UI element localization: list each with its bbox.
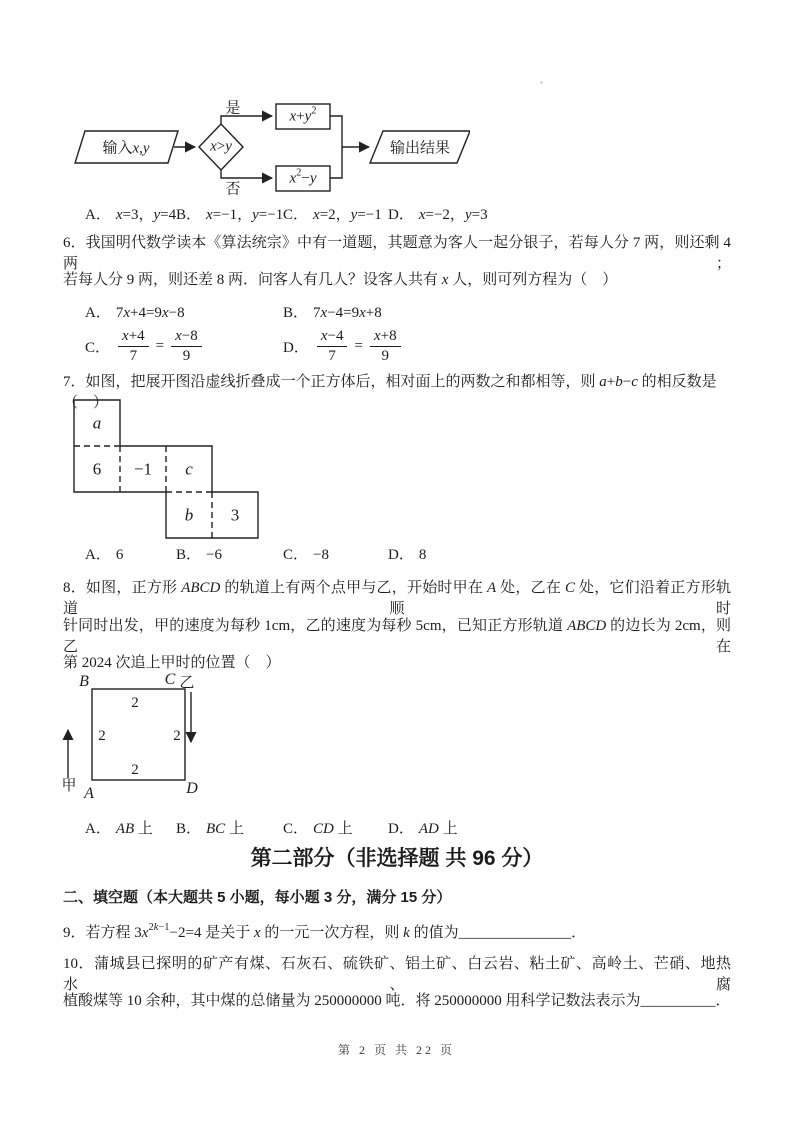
q6-option-c: C． $\frac{x+4}{7}$ = $\frac{x-8}{9}$ [85, 324, 202, 368]
cube-net-figure [72, 397, 262, 540]
flowchart-yes-label: 是 [225, 100, 241, 117]
q6-option-a: A． 7x+4=9x−8 [85, 305, 185, 321]
yi-label: 乙 [179, 675, 195, 691]
q7-option-c: C． −8 [283, 547, 329, 563]
q8-text-line3: 第 2024 次追上甲时的位置（ ） [63, 655, 281, 671]
q5-option-a: A． x=3，y=4 [85, 207, 177, 223]
flowchart-box-bottom-label: $x^2-y$ [289, 167, 317, 187]
q7-option-d: D． 8 [388, 547, 427, 563]
side-length-top: 2 [131, 695, 139, 711]
q7-text: 7．如图，把展开图沿虚线折叠成一个正方体后，相对面上的两数之和都相等，则 a+b−c 的相反数是（ ） [63, 374, 717, 411]
flowchart-condition-label: x>y [210, 138, 232, 155]
net-cell-3: 3 [230, 505, 240, 525]
q5-option-d: D． x=−2，y=3 [388, 207, 488, 223]
q5-option-c: C． x=2，y=−1 [283, 207, 382, 223]
flowchart-box-top-label: $x+y^2$ [289, 105, 317, 125]
q9-text: 9．若方程 $3x^{2k-1}-2=4$ 是关于 x 的一元一次方程，则 k 的值为_______________． [63, 922, 587, 941]
square-track-figure [58, 670, 258, 812]
net-cell-b: b [184, 505, 194, 525]
page-number-footer: 第 2 页 共 22 页 [337, 1043, 455, 1057]
net-cell-a: a [92, 413, 102, 433]
q6-option-b: B． 7x−4=9x+8 [283, 305, 382, 321]
merge-connector [330, 116, 342, 178]
part2-title: 第二部分（非选择题 共 96 分） [250, 847, 544, 870]
q8-option-a: A． AB 上 [85, 821, 153, 837]
q8-option-d: D． AD 上 [388, 821, 458, 837]
q8-text-line2: 针同时出发，甲的速度为每秒 1cm，乙的速度为每秒 5cm，已知正方形轨道 ABCD 的边长为 2cm，则乙在 [63, 618, 732, 655]
flowchart-figure [70, 95, 470, 207]
q10-text-line1: 10．蒲城县已探明的矿产有煤、石灰石、硫铁矿、铝土矿、白云岩、粘土矿、高岭土、芒硝、地热水、腐 [63, 956, 731, 993]
corner-label-b: B [79, 673, 89, 690]
q7-option-b: B． −6 [176, 547, 222, 563]
q8-option-c: C． CD 上 [283, 821, 353, 837]
q6-option-d: D． $\frac{x-4}{7}$ = $\frac{x+8}{9}$ [283, 324, 401, 368]
jia-label: 甲 [61, 778, 77, 794]
fraction: $\frac{x-8}{9}$ [171, 327, 202, 365]
q6-options-cd [63, 324, 731, 370]
corner-label-c: C [164, 671, 176, 688]
side-length-right: 2 [173, 728, 181, 744]
q8-text-line1: 8．如图，正方形 ABCD 的轨道上有两个点甲与乙，开始时甲在 A 处，乙在 C 处，它们沿着正方形轨道顺时 [63, 580, 731, 617]
flowchart-input-label: 输入x,y [102, 140, 150, 157]
net-cell-c: c [185, 459, 193, 479]
q8-option-b: B． BC 上 [176, 821, 244, 837]
stray-mark [540, 81, 543, 84]
side-length-bottom: 2 [131, 762, 139, 778]
flowchart-no-label: 否 [225, 181, 241, 198]
flowchart-output-label: 输出结果 [389, 140, 451, 157]
side-length-left: 2 [98, 728, 106, 744]
q6-text-line1: 6．我国明代数学读本《算法统宗》中有一道题，其题意为客人一起分银子，若每人分 7 两，则还剩 4 两； [63, 235, 731, 272]
net-cell-neg1: −1 [133, 459, 153, 479]
corner-label-a: A [84, 785, 94, 802]
fraction: $\frac{x+8}{9}$ [370, 327, 401, 365]
fill-in-section-heading: 二、填空题（本大题共 5 小题，每小题 3 分，满分 15 分） [63, 889, 452, 906]
fraction: $\frac{x-4}{7}$ [317, 327, 348, 365]
fraction: $\frac{x+4}{7}$ [118, 327, 149, 365]
corner-label-d: D [186, 780, 198, 797]
q6-text-line2: 若每人分 9 两，则还差 8 两．问客人有几人？设客人共有 x 人，则可列方程为（ ） [63, 272, 618, 288]
q7-option-a: A． 6 [85, 547, 124, 563]
q5-option-b: B． x=−1，y=−1 [176, 207, 284, 223]
net-cell-6: 6 [92, 459, 102, 479]
q10-text-line2: 植酸煤等 10 余种，其中煤的总储量为 250000000 吨．将 250000000 用科学记数法表示为__________． [63, 993, 731, 1009]
